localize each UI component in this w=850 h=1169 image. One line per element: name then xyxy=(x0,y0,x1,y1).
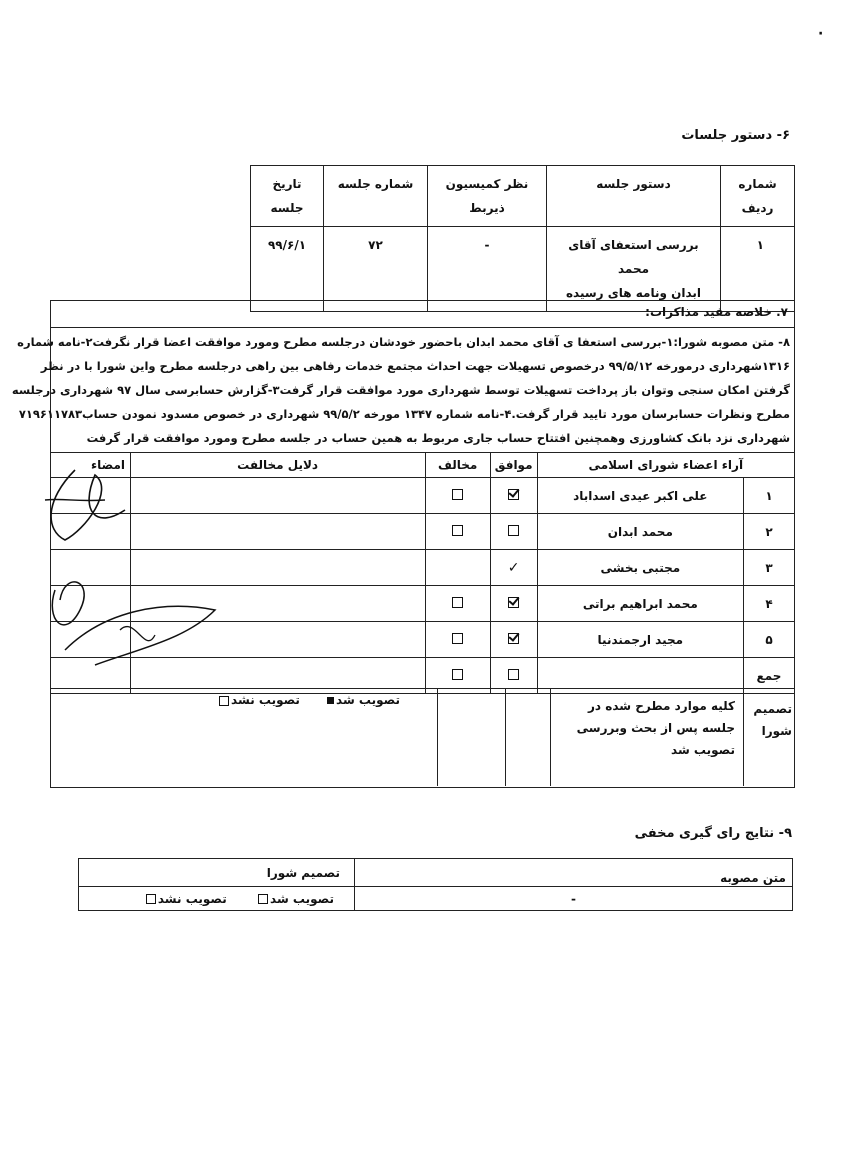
disagree-cell xyxy=(425,514,490,550)
agenda-row-commission: - xyxy=(428,227,547,312)
disagree-checkbox[interactable] xyxy=(452,525,463,536)
header-session-date: تاریخ جلسه xyxy=(251,166,324,227)
header-row-no: شماره ردیف xyxy=(721,166,795,227)
disagree-cell xyxy=(425,622,490,658)
secret-vote-row xyxy=(79,859,793,887)
section8-text xyxy=(11,330,790,450)
agenda-row xyxy=(251,227,795,312)
header-signature: امضاء xyxy=(51,453,131,478)
secret-vote-options: تصویب شد تصویب نشد xyxy=(79,887,355,911)
header-reasons: دلایل مخالفت xyxy=(130,453,425,478)
member-name: محمد ابراهیم براتی xyxy=(537,586,743,622)
agenda-table xyxy=(250,165,795,312)
disagree-cell xyxy=(425,550,490,586)
approved-checkbox[interactable] xyxy=(327,697,334,704)
section8-line: شهرداری نزد بانک کشاورزی وهمچنین افتتاح حساب جاری مربوط به همین حساب در جلسه مطرح ومورد موافقت قرار گرفت xyxy=(86,431,790,445)
header-members: آراء اعضاء شورای اسلامی xyxy=(537,453,794,478)
decision-label: تصمیم شورا xyxy=(753,702,792,738)
agenda-row-no: ۱ xyxy=(721,227,795,312)
signatures-graphic xyxy=(35,440,235,680)
corner-mark: · xyxy=(818,26,824,42)
section6-title: ۶- دستور جلسات xyxy=(681,128,790,143)
member-name: مجتبی بخشی xyxy=(537,550,743,586)
resolution-text-label: متن مصوبه xyxy=(355,859,793,887)
agenda-row-session-no: ۷۲ xyxy=(324,227,428,312)
member-no: ۲ xyxy=(744,514,795,550)
section8-line: گرفتن امکان سنجی وتوان باز پرداخت تسهیلات توسط شهرداری مورد موافقت قرار گرفت۳-گزارش حسابرسی سال ۹۷ شهرداری درجلسه xyxy=(11,383,790,397)
resolution-value: - xyxy=(355,887,793,911)
disagree-cell xyxy=(425,586,490,622)
member-no: ۳ xyxy=(744,550,795,586)
member-name: مجید ارجمندنیا xyxy=(537,622,743,658)
decision-options: تصویب شد تصویب نشد xyxy=(217,693,400,707)
section8-line: مطرح ونظرات حسابرسان مورد تایید قرار گرفت.۴-نامه شماره ۱۳۴۷ مورخه ۹۹/۵/۲ شهرداری در خصوص مسدود نمودن حساب۷۱۹۶۱۱۷۸۳ xyxy=(18,407,790,421)
agree-checkbox[interactable] xyxy=(508,633,519,644)
agenda-row-session-date: ۹۹/۶/۱ xyxy=(251,227,324,312)
agree-checkbox[interactable] xyxy=(508,669,519,680)
agree-cell xyxy=(490,586,537,622)
agree-cell xyxy=(490,622,537,658)
total-label: جمع xyxy=(744,658,795,694)
agenda-header-row xyxy=(251,166,795,227)
disagree-checkbox[interactable] xyxy=(452,597,463,608)
decision-text: کلیه موارد مطرح شده در جلسه پس از بحث وبررسی تصویب شد xyxy=(576,699,735,757)
member-no: ۱ xyxy=(744,478,795,514)
disagree-checkbox[interactable] xyxy=(452,489,463,500)
header-agenda: دستور جلسه xyxy=(547,166,721,227)
disagree-checkbox[interactable] xyxy=(452,633,463,644)
member-name: علی اکبر عیدی اسداباد xyxy=(537,478,743,514)
header-session-no: شماره جلسه xyxy=(324,166,428,227)
approved-checkbox[interactable] xyxy=(258,894,268,904)
section9-title: ۹- نتایج رای گیری مخفی xyxy=(634,826,792,841)
agree-cell xyxy=(490,478,537,514)
header-commission: نظر کمیسیون ذیربط xyxy=(428,166,547,227)
member-no: ۵ xyxy=(744,622,795,658)
secret-vote-row xyxy=(79,887,793,911)
header-agree: موافق xyxy=(490,453,537,478)
member-no: ۴ xyxy=(744,586,795,622)
checkmark-icon: ✓ xyxy=(507,559,520,576)
agree-checkbox[interactable] xyxy=(508,525,519,536)
section8-line: ۸- متن مصوبه شورا:۱-بررسی استعفا ی آقای محمد ابدان باحضور خودشان درجلسه مطرح ومورد موافقت اعضا قرار نگرفت۲-نامه شماره xyxy=(17,335,790,349)
agree-cell xyxy=(490,514,537,550)
disagree-cell xyxy=(425,478,490,514)
header-disagree: مخالف xyxy=(425,453,490,478)
section7-title: ۷. خلاصه مفید مذاکرات: xyxy=(645,305,788,319)
secret-vote-table xyxy=(78,858,793,911)
member-name: محمد ابدان xyxy=(537,514,743,550)
disagree-checkbox[interactable] xyxy=(452,669,463,680)
agree-checkbox[interactable] xyxy=(508,489,519,500)
council-decision-label: تصمیم شورا xyxy=(79,859,355,887)
not-approved-checkbox[interactable] xyxy=(146,894,156,904)
agree-checkbox[interactable] xyxy=(508,597,519,608)
agenda-row-text: بررسی استعفای آقای محمد ابدان ونامه های رسیده xyxy=(547,227,721,312)
section8-line: ۱۳۱۶شهرداری درمورخه ۹۹/۵/۱۲ درخصوص تسهیلات جهت احداث مجتمع خدمات رفاهی بین راهی درجلسه مطرح واین شورا با در نظر xyxy=(40,359,790,373)
not-approved-checkbox[interactable] xyxy=(219,696,229,706)
agree-cell xyxy=(490,550,537,586)
